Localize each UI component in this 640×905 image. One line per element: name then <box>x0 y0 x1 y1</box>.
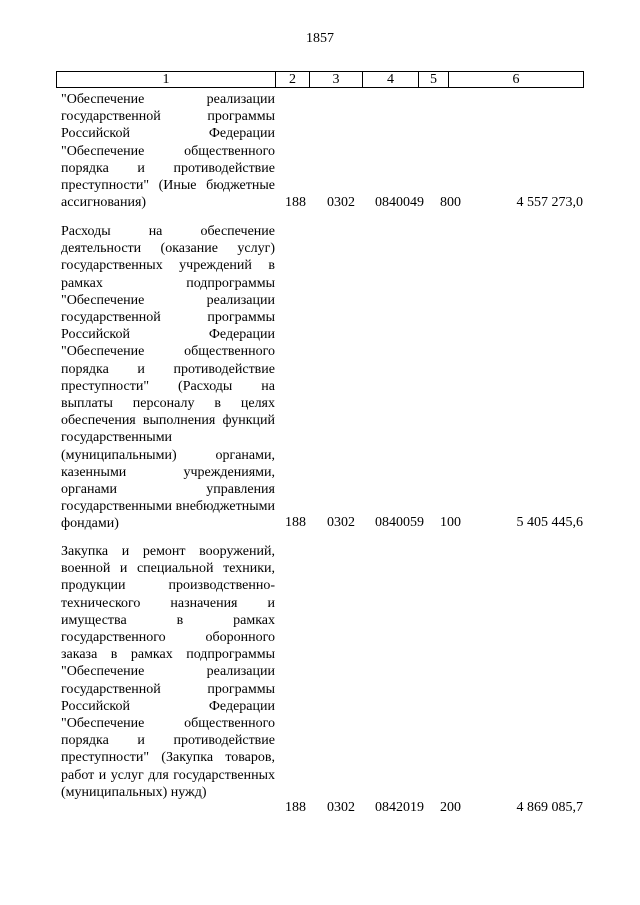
row-2-col4: 0840059 <box>375 515 424 530</box>
row-1-col2: 188 <box>285 195 306 210</box>
header-col-4: 4 <box>362 72 418 87</box>
row-3-col2: 188 <box>285 800 306 815</box>
row-3-col3: 0302 <box>327 800 355 815</box>
row-3-col6: 4 869 085,7 <box>516 800 583 815</box>
page-number: 1857 <box>306 31 334 46</box>
row-3-col5: 200 <box>440 800 461 815</box>
row-2-col3: 0302 <box>327 515 355 530</box>
header-col-6: 6 <box>448 72 583 87</box>
row-3-description: Закупка и ремонт вооружений, военной и специальной техники, продукции производственно-технического назначения и имущества в рамках государственного оборонного заказа в рамках подпрограммы "Обеспечение реализации государственной программы Российской Федерации "Обеспечение общественного порядка и противодействие преступности" (Закупка товаров, работ и услуг для государственных (муниципальных) нужд) <box>61 544 275 800</box>
row-1-col5: 800 <box>440 195 461 210</box>
header-col-2: 2 <box>275 72 309 87</box>
table-header-row <box>56 71 584 88</box>
row-3-col4: 0842019 <box>375 800 424 815</box>
row-2-col2: 188 <box>285 515 306 530</box>
row-1-col3: 0302 <box>327 195 355 210</box>
row-1-col6: 4 557 273,0 <box>516 195 583 210</box>
row-1-description: "Обеспечение реализации государственной программы Российской Федерации "Обеспечение общественного порядка и противодействие преступности" (Иные бюджетные ассигнования) <box>61 92 275 211</box>
header-col-3: 3 <box>309 72 362 87</box>
row-2-description: Расходы на обеспечение деятельности (оказание услуг) государственных учреждений в рамках подпрограммы "Обеспечение реализации государственной программы Российской Федерации "Обеспечение общественного порядка и противодействие преступности" (Расходы на выплаты персоналу в целях обеспечения выполнения функций государственными (муниципальными) органами, казенными учреждениями, органами управления государственными внебюджетными фондами) <box>61 224 275 532</box>
row-2-col6: 5 405 445,6 <box>516 515 583 530</box>
header-col-5: 5 <box>418 72 448 87</box>
row-2-col5: 100 <box>440 515 461 530</box>
header-col-1: 1 <box>162 72 170 87</box>
row-1-col4: 0840049 <box>375 195 424 210</box>
